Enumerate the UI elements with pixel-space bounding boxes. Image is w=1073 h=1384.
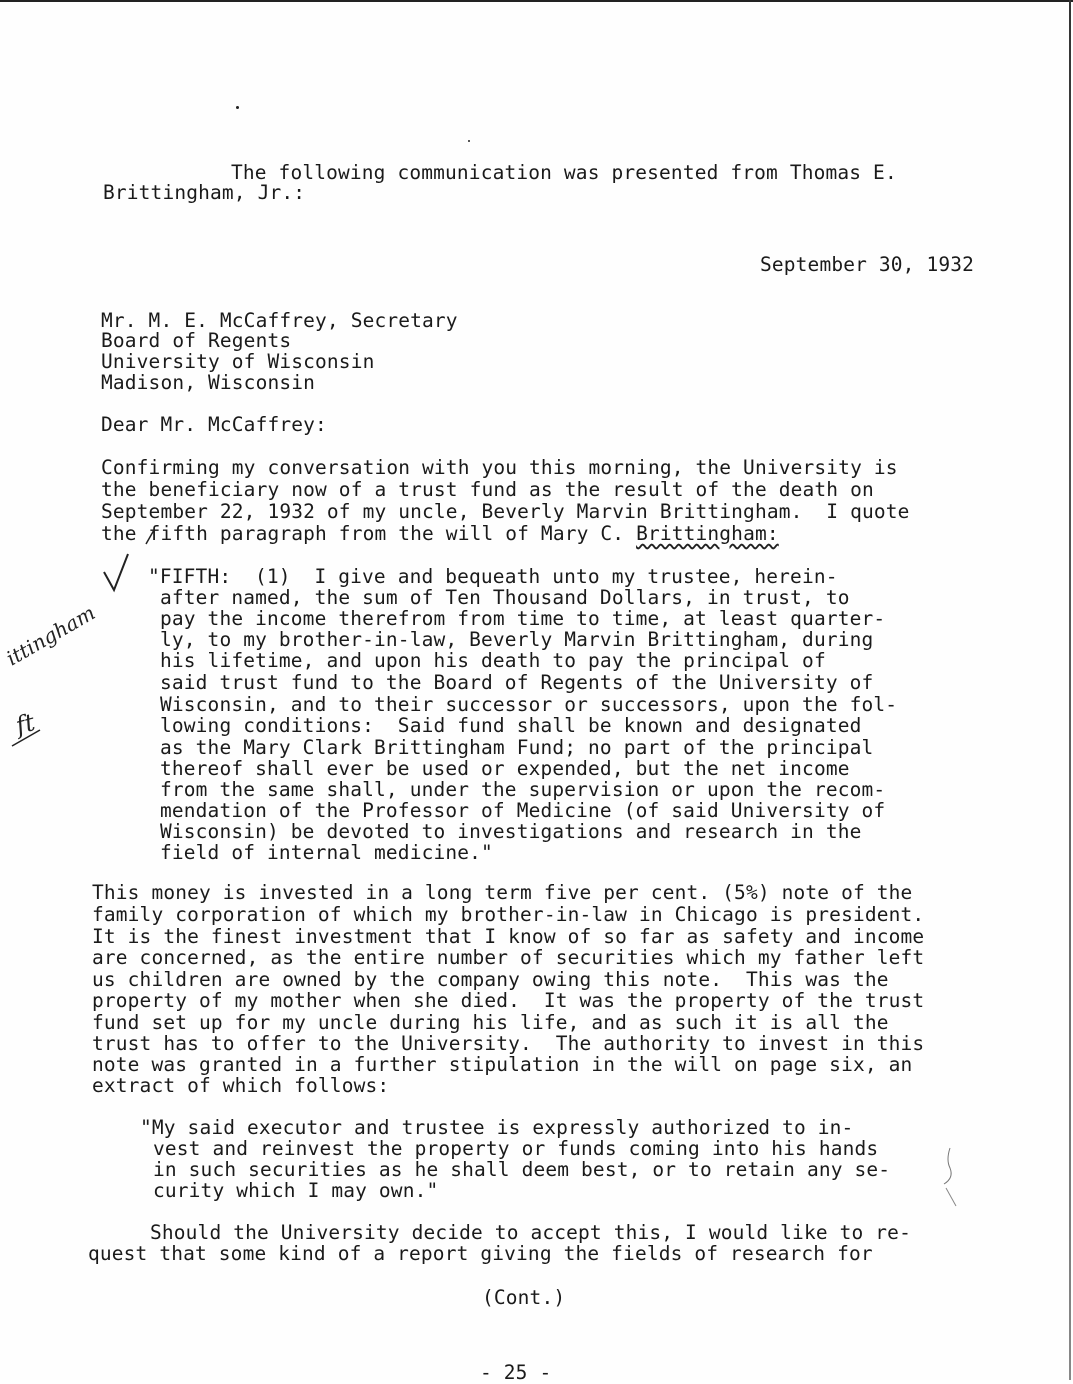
- paragraph-line: Should the University decide to accept this, I would like to re-: [150, 1221, 911, 1244]
- quote-line: mendation of the Professor of Medicine (of said University of: [160, 799, 886, 822]
- page-edge-top: [0, 0, 1073, 2]
- underlined-name: Brittingham:: [636, 522, 779, 545]
- paragraph-line: September 22, 1932 of my uncle, Beverly Marvin Brittingham. I quote: [101, 500, 910, 523]
- paragraph-line: quest that some kind of a report giving the fields of research for: [88, 1242, 873, 1265]
- quote-line: in such securities as he shall deem best, or to retain any se-: [153, 1158, 891, 1181]
- address-line: Board of Regents: [101, 329, 292, 352]
- quote-line: as the Mary Clark Brittingham Fund; no part of the principal: [160, 736, 874, 759]
- paragraph-line: property of my mother when she died. It was the property of the trust: [92, 989, 925, 1012]
- address-line: University of Wisconsin: [101, 350, 375, 373]
- paragraph-line: extract of which follows:: [92, 1074, 390, 1097]
- page-edge-right: [1069, 0, 1071, 1380]
- page-number: - 25 -: [480, 1361, 552, 1384]
- quote-line: "My said executor and trustee is expressly authorized to in-: [140, 1116, 854, 1139]
- address-line: Mr. M. E. McCaffrey, Secretary: [101, 309, 458, 332]
- quote-line: ly, to my brother-in-law, Beverly Marvin Brittingham, during: [160, 628, 874, 651]
- letter-date: September 30, 1932: [760, 253, 975, 276]
- quote-line: said trust fund to the Board of Regents of the University of: [160, 671, 874, 694]
- quote-line: vest and reinvest the property or funds coming into his hands: [153, 1137, 879, 1160]
- pen-stroke: [946, 1188, 956, 1206]
- pen-stroke: [944, 1148, 951, 1184]
- salutation: Dear Mr. McCaffrey:: [101, 413, 327, 436]
- quote-line: Wisconsin) be devoted to investigations and research in the: [160, 820, 862, 843]
- quote-line: Wisconsin, and to their successor or successors, upon the fol-: [160, 693, 898, 716]
- continued-marker: (Cont.): [482, 1286, 566, 1309]
- quote-line: "FIFTH: (1) I give and bequeath unto my trustee, herein-: [148, 565, 838, 588]
- paragraph-line: It is the finest investment that I know of so far as safety and income: [92, 925, 925, 948]
- margin-note-handwritten: ft: [12, 708, 38, 740]
- intro-line-1: The following communication was presented from Thomas E.: [231, 161, 897, 184]
- check-mark-icon: [104, 554, 128, 590]
- paragraph-line: This money is invested in a long term five per cent. (5%) note of the: [92, 881, 913, 904]
- quote-line: pay the income therefrom from time to time, at least quarter-: [160, 607, 886, 630]
- ink-speck: [468, 140, 470, 142]
- paragraph-line: family corporation of which my brother-in-law in Chicago is president.: [92, 903, 925, 926]
- intro-line-2: Brittingham, Jr.:: [103, 181, 306, 204]
- margin-note-handwritten: ittingham: [2, 600, 100, 671]
- paragraph-line: note was granted in a further stipulation in the will on page six, an: [92, 1053, 913, 1076]
- quote-line: after named, the sum of Ten Thousand Dollars, in trust, to: [160, 586, 850, 609]
- address-line: Madison, Wisconsin: [101, 371, 316, 394]
- paragraph-text: the fifth paragraph from the will of Mary C.: [101, 522, 637, 545]
- quote-line: from the same shall, under the supervision or upon the recom-: [160, 778, 886, 801]
- paragraph-line: fund set up for my uncle during his life, and as such it is all the: [92, 1011, 889, 1034]
- quote-line: field of internal medicine.": [160, 841, 493, 864]
- quote-line: lowing conditions: Said fund shall be known and designated: [160, 714, 862, 737]
- paragraph-line: us children are owned by the company owing this note. This was the: [92, 968, 889, 991]
- quote-line: curity which I may own.": [153, 1179, 439, 1202]
- paragraph-line: trust has to offer to the University. The authority to invest in this: [92, 1032, 925, 1055]
- paragraph-line: are concerned, as the entire number of securities which my father left: [92, 946, 925, 969]
- quote-line: thereof shall ever be used or expended, but the net income: [160, 757, 850, 780]
- paragraph-line: [101, 523, 779, 544]
- paragraph-line: the beneficiary now of a trust fund as the result of the death on: [101, 478, 874, 501]
- quote-line: his lifetime, and upon his death to pay the principal of: [160, 649, 826, 672]
- paragraph-line: Confirming my conversation with you this morning, the University is: [101, 456, 898, 479]
- ink-speck: [236, 106, 239, 109]
